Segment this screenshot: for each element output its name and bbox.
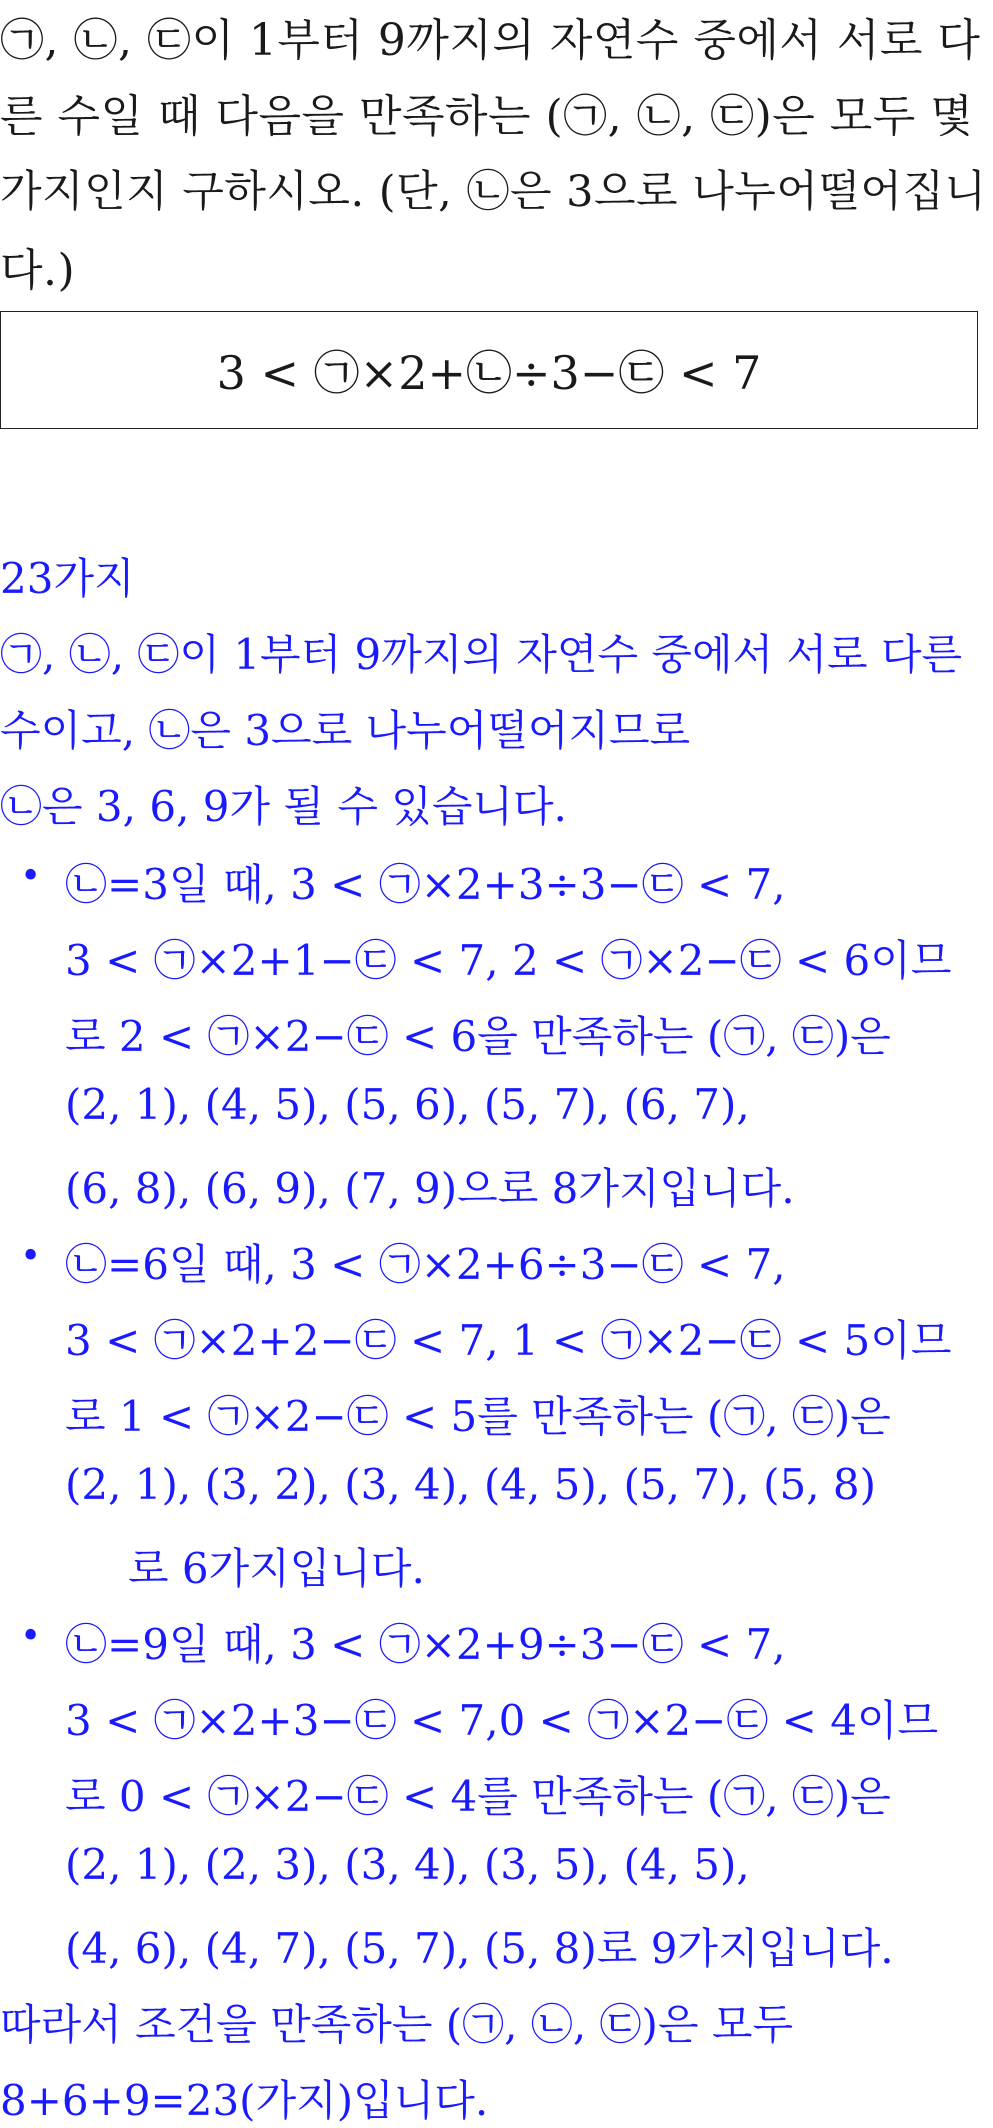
- answer-intro-3: ㉡은 3, 6, 9가 될 수 있습니다.: [0, 782, 567, 831]
- case-3-line-5: (4, 6), (4, 7), (5, 7), (5, 8)로 9가지입니다.: [65, 1924, 894, 1973]
- bullet-case-1: •: [20, 856, 42, 897]
- case-3-line-2: 3 < ㉠×2+3−㉢ < 7,0 < ㉠×2−㉢ < 4이므: [65, 1696, 939, 1745]
- question-line-1: ㉠, ㉡, ㉢이 1부터 9까지의 자연수 중에서 서로 다: [0, 15, 981, 66]
- case-1-line-5: (6, 8), (6, 9), (7, 9)으로 8가지입니다.: [65, 1164, 795, 1213]
- case-1-line-1: ㉡=3일 때, 3 < ㉠×2+3÷3−㉢ < 7,: [65, 860, 786, 909]
- question-line-4: 다.): [0, 245, 76, 296]
- conclusion-line-2: 8+6+9=23(가지)입니다.: [0, 2076, 489, 2125]
- condition-inequality: 3 < ㉠×2+㉡÷3−㉢ < 7: [216, 346, 762, 400]
- bullet-case-2: •: [20, 1236, 42, 1277]
- case-1-line-3: 로 2 < ㉠×2−㉢ < 6을 만족하는 (㉠, ㉢)은: [65, 1012, 891, 1061]
- question-line-2: 른 수일 때 다음을 만족하는 (㉠, ㉡, ㉢)은 모두 몇: [0, 91, 974, 142]
- case-3-line-1: ㉡=9일 때, 3 < ㉠×2+9÷3−㉢ < 7,: [65, 1620, 786, 1669]
- condition-box: [0, 311, 978, 429]
- case-2-line-4: (2, 1), (3, 2), (3, 4), (4, 5), (5, 7), (5, 8): [65, 1460, 877, 1509]
- case-2-line-1: ㉡=6일 때, 3 < ㉠×2+6÷3−㉢ < 7,: [65, 1240, 786, 1289]
- answer-result: 23가지: [0, 554, 135, 603]
- case-1-line-4: (2, 1), (4, 5), (5, 6), (5, 7), (6, 7),: [65, 1080, 750, 1129]
- case-2-line-3: 로 1 < ㉠×2−㉢ < 5를 만족하는 (㉠, ㉢)은: [65, 1392, 891, 1441]
- conclusion-line-1: 따라서 조건을 만족하는 (㉠, ㉡, ㉢)은 모두: [0, 2000, 794, 2049]
- bullet-case-3: •: [20, 1616, 42, 1657]
- case-2-line-2: 3 < ㉠×2+2−㉢ < 7, 1 < ㉠×2−㉢ < 5이므: [65, 1316, 952, 1365]
- case-3-line-3: 로 0 < ㉠×2−㉢ < 4를 만족하는 (㉠, ㉢)은: [65, 1772, 891, 1821]
- case-2-line-5: 로 6가지입니다.: [128, 1544, 425, 1593]
- answer-intro-2: 수이고, ㉡은 3으로 나누어떨어지므로: [0, 706, 691, 755]
- answer-intro-1: ㉠, ㉡, ㉢이 1부터 9까지의 자연수 중에서 서로 다른: [0, 630, 963, 679]
- case-3-line-4: (2, 1), (2, 3), (3, 4), (3, 5), (4, 5),: [65, 1840, 750, 1889]
- question-line-3: 가지인지 구하시오. (단, ㉡은 3으로 나누어떨어집니: [0, 167, 987, 217]
- case-1-line-2: 3 < ㉠×2+1−㉢ < 7, 2 < ㉠×2−㉢ < 6이므: [65, 936, 952, 985]
